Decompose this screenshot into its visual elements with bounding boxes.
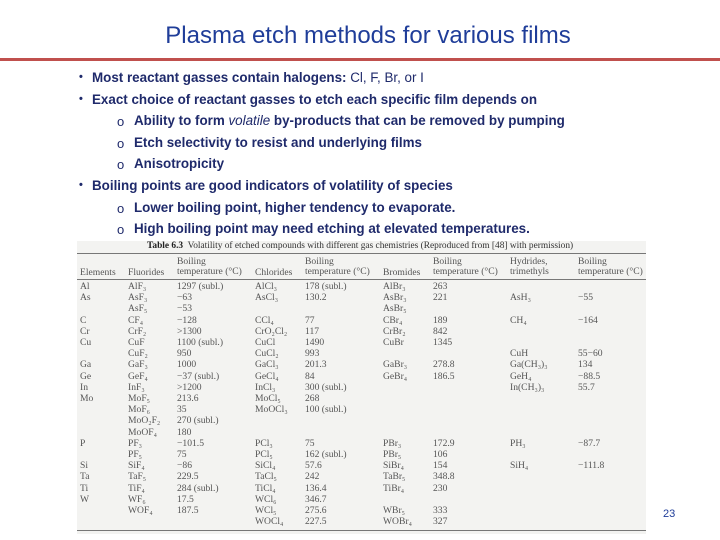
table-cell: CH₄ (510, 314, 527, 326)
table-cell: 227.5 (305, 516, 327, 528)
column-header (80, 268, 116, 278)
table-top-rule (77, 253, 646, 254)
sub-bullet-marker: o (117, 114, 125, 130)
table-cell: CrF₂ (128, 325, 147, 337)
table-cell: 55.7 (578, 381, 595, 393)
table-cell: TaCl₅ (255, 471, 277, 483)
table-cell: Ga (80, 359, 92, 371)
table-row (77, 326, 646, 337)
table-cell: 100 (subl.) (305, 404, 347, 416)
table-row (77, 315, 646, 326)
bullet-marker: • (79, 92, 83, 105)
table-cell: WOCl₄ (255, 516, 284, 528)
sub-bullet-text (134, 135, 422, 150)
table-cell: −55 (578, 292, 594, 304)
table-cell: WCl₅ (255, 505, 277, 516)
table-cell: 130.2 (305, 292, 327, 304)
table-cell: 180 (177, 426, 192, 438)
table-cell: −128 (177, 314, 197, 326)
table-cell: 993 (305, 348, 320, 360)
text-span: Anisotropicity (134, 156, 225, 172)
table-cell: 84 (305, 370, 315, 382)
bullet-marker: • (79, 179, 83, 191)
table-row (77, 505, 646, 516)
table-cell: CuF₂ (128, 348, 148, 360)
table-cell: Ga(CH₃)₃ (510, 359, 548, 371)
table-cell: CCl₄ (255, 314, 274, 326)
table-cell: TiBr₄ (383, 482, 405, 494)
text-span: Lower boiling point, higher tendency to evaporate. (134, 199, 456, 215)
table-cell: CuBr (383, 337, 404, 348)
table-cell: PBr₃ (383, 437, 402, 449)
table-row (77, 494, 646, 505)
table-cell: 75 (305, 437, 315, 449)
table-cell: 154 (433, 460, 448, 472)
table-cell: 162 (subl.) (305, 449, 347, 460)
table-cell: AsH₃ (510, 292, 531, 304)
sub-bullet-text (134, 200, 455, 215)
header-line: Elements (80, 267, 116, 278)
text-span: Most reactant gasses contain halogens: (92, 70, 351, 85)
table-cell: MoF₅ (128, 393, 151, 404)
table-cell: WOF₄ (128, 505, 153, 516)
table-caption-text: Volatility of etched compounds with different gas chemistries (Reproduced from [48] with permission) (187, 241, 574, 251)
table-cell: 1100 (subl.) (177, 337, 224, 348)
table-cell: GeCl₄ (255, 370, 279, 382)
header-line: Boiling (578, 256, 607, 267)
volatility-table-image (77, 241, 646, 534)
table-row (77, 393, 646, 404)
table-cell: 950 (177, 348, 192, 360)
text-span: High boiling point may need etching at elevated temperatures. (134, 221, 530, 237)
table-cell: >1300 (177, 325, 202, 337)
table-cell: 263 (433, 281, 448, 292)
table-row (77, 438, 646, 449)
header-line: temperature (°C) (578, 266, 643, 277)
table-cell: 300 (subl.) (305, 381, 347, 393)
table-cell: PH₃ (510, 437, 526, 449)
table-cell: CrO₂Cl₂ (255, 325, 288, 337)
table-cell: CrBr₂ (383, 325, 406, 337)
sub-bullet-marker: o (117, 222, 125, 238)
table-cell: CuCl₂ (255, 348, 279, 360)
bullet-text (92, 70, 424, 85)
table-cell: −87.7 (578, 437, 601, 449)
table-row (77, 359, 646, 370)
table-bottom-rule (77, 530, 646, 531)
table-cell: CuH (510, 348, 529, 360)
table-cell: InF₃ (128, 381, 145, 393)
column-header (128, 268, 164, 278)
title-divider (0, 58, 720, 61)
table-cell: −101.5 (177, 437, 204, 449)
table-cell: 842 (433, 325, 448, 337)
table-cell: Mo (80, 393, 94, 404)
table-cell: TaF₅ (128, 471, 147, 483)
table-cell: 35 (177, 404, 187, 416)
table-cell: AsF₃ (128, 292, 148, 304)
table-cell: Al (80, 281, 90, 292)
page-number: 23 (663, 508, 676, 520)
header-line: temperature (°C) (177, 266, 242, 277)
table-cell: Ge (80, 370, 92, 382)
text-span: Ability to form (134, 113, 229, 129)
table-row (77, 415, 646, 426)
table-cell: 270 (subl.) (177, 415, 219, 427)
table-cell: Cu (80, 337, 92, 348)
table-cell: CuF (128, 337, 145, 348)
table-cell: WOBr₄ (383, 516, 412, 528)
bullet-text (92, 92, 537, 107)
text-span: Boiling points are good indicators of volatility of species (92, 178, 453, 193)
column-header (383, 268, 420, 278)
table-cell: 327 (433, 516, 448, 528)
table-cell: 229.5 (177, 471, 199, 483)
table-cell: −88.5 (578, 370, 601, 382)
table-cell: AlF₃ (128, 281, 147, 292)
table-row (77, 471, 646, 482)
table-cell: 348.8 (433, 471, 455, 483)
table-cell: WBr₅ (383, 505, 405, 516)
table-cell: 242 (305, 471, 320, 483)
table-cell: C (80, 314, 87, 326)
bullet-marker: • (79, 71, 83, 83)
table-cell: CF₄ (128, 314, 144, 326)
table-cell: −37 (subl.) (177, 370, 220, 382)
table-cell: AlBr₃ (383, 281, 406, 292)
table-cell: PCl₃ (255, 437, 273, 449)
table-cell: 1297 (subl.) (177, 281, 224, 292)
table-cell: GaBr₃ (383, 359, 408, 371)
table-cell: MoO₂F₂ (128, 415, 161, 427)
table-cell: 201.3 (305, 359, 327, 371)
table-cell: >1200 (177, 381, 202, 393)
table-cell: SiH₄ (510, 460, 529, 472)
table-cell: 136.4 (305, 482, 327, 494)
table-cell: AsF₅ (128, 303, 148, 315)
header-line: Boiling (305, 256, 334, 267)
table-cell: AsBr₅ (383, 303, 407, 315)
table-cell: P (80, 437, 86, 449)
table-row (77, 281, 646, 292)
table-cell: InCl₃ (255, 381, 276, 393)
header-line: Bromides (383, 267, 421, 278)
table-row (77, 292, 646, 303)
table-cell: AlCl₃ (255, 281, 278, 292)
table-cell: PF₃ (128, 437, 143, 449)
table-row (77, 303, 646, 314)
table-cell: 213.6 (177, 393, 199, 404)
table-cell: 284 (subl.) (177, 482, 219, 494)
column-header (578, 257, 643, 277)
table-cell: PF₅ (128, 449, 143, 460)
table-cell: 230 (433, 482, 448, 494)
table-cell: −164 (578, 314, 598, 326)
header-line: Boiling (177, 256, 206, 267)
table-cell: GeBr₄ (383, 370, 408, 382)
sub-bullet-text (134, 113, 565, 128)
table-row (77, 516, 646, 527)
table-cell: Ti (80, 482, 89, 494)
sub-bullet-text (134, 221, 530, 236)
table-cell: WF₆ (128, 493, 146, 505)
table-cell: −111.8 (578, 460, 605, 472)
table-cell: −86 (177, 460, 193, 472)
table-row (77, 382, 646, 393)
sub-bullet-marker: o (117, 135, 125, 151)
column-header (255, 268, 292, 278)
text-span: by-products that can be removed by pumping (270, 113, 565, 129)
table-cell: MoOCl₃ (255, 404, 288, 416)
table-label: Table 6.3 (147, 241, 184, 251)
table-cell: 187.5 (177, 505, 199, 516)
table-cell: SiCl₄ (255, 460, 276, 472)
table-cell: 186.5 (433, 370, 455, 382)
header-line: temperature (°C) (305, 266, 370, 277)
table-cell: Si (80, 460, 89, 472)
header-line: Boiling (433, 256, 462, 267)
halogen-list: Cl, F, Br, or I (350, 70, 424, 85)
table-cell: 57.6 (305, 460, 322, 472)
text-span: Etch selectivity to resist and underlying films (134, 134, 422, 150)
header-line: temperature (°C) (433, 266, 498, 277)
sub-bullet-text (134, 156, 224, 171)
header-line: Chlorides (255, 267, 293, 278)
header-line: Fluorides (128, 267, 165, 278)
table-cell: AsCl₃ (255, 292, 279, 304)
table-cell: WCl₆ (255, 493, 277, 505)
table-cell: Ta (80, 471, 90, 483)
table-cell: −63 (177, 292, 193, 304)
table-cell: 106 (433, 449, 448, 460)
slide-title: Plasma etch methods for various films (165, 22, 571, 49)
column-header (510, 257, 549, 277)
table-cell: 55−60 (578, 348, 603, 360)
table-cell: 278.8 (433, 359, 455, 371)
table-cell: 178 (subl.) (305, 281, 347, 292)
table-cell: 1000 (177, 359, 197, 371)
table-cell: TiCl₄ (255, 482, 276, 494)
table-cell: SiBr₄ (383, 460, 404, 472)
table-cell: 77 (305, 314, 315, 326)
table-cell: PCl₅ (255, 449, 273, 460)
table-cell: GeH₄ (510, 370, 532, 382)
table-cell: 17.5 (177, 493, 194, 505)
table-cell: 221 (433, 292, 448, 304)
table-cell: 1345 (433, 337, 453, 348)
table-row (77, 427, 646, 438)
table-row (77, 337, 646, 348)
table-cell: 333 (433, 505, 448, 516)
table-cell: GaCl₃ (255, 359, 279, 371)
table-cell: PBr₅ (383, 449, 402, 460)
table-cell: MoOF₄ (128, 426, 157, 438)
table-cell: 75 (177, 449, 187, 460)
table-cell: 117 (305, 325, 320, 337)
header-line: trimethyls (510, 266, 549, 277)
table-row (77, 449, 646, 460)
table-cell: GeF₄ (128, 370, 148, 382)
table-cell: As (80, 292, 91, 304)
bullet-text (92, 178, 453, 193)
table-row (77, 371, 646, 382)
table-cell: 172.9 (433, 437, 455, 449)
table-header-rule (77, 279, 646, 280)
table-cell: Cr (80, 325, 90, 337)
table-cell: W (80, 493, 90, 505)
table-row (77, 404, 646, 415)
table-cell: 189 (433, 314, 448, 326)
table-cell: 275.6 (305, 505, 327, 516)
sub-bullet-marker: o (117, 157, 125, 173)
table-cell: −53 (177, 303, 193, 315)
table-caption (147, 241, 573, 251)
table-cell: CuCl (255, 337, 276, 348)
sub-bullet-marker: o (117, 200, 125, 216)
table-cell: CBr₄ (383, 314, 403, 326)
table-cell: TiF₄ (128, 482, 145, 494)
column-header (305, 257, 370, 277)
table-row (77, 483, 646, 494)
table-cell: 346.7 (305, 493, 327, 505)
table-row (77, 460, 646, 471)
text-span: Exact choice of reactant gasses to etch each specific film depends on (92, 91, 538, 107)
column-header (177, 257, 242, 277)
table-cell: 134 (578, 359, 593, 371)
table-cell: MoF₆ (128, 404, 151, 416)
table-cell: In (80, 381, 88, 393)
table-cell: AsBr₃ (383, 292, 407, 304)
table-row (77, 348, 646, 359)
table-cell: MoCl₅ (255, 393, 281, 404)
column-header (433, 257, 498, 277)
table-cell: SiF₄ (128, 460, 145, 472)
table-cell: In(CH₃)₃ (510, 381, 545, 393)
table-cell: 1490 (305, 337, 325, 348)
table-cell: GaF₃ (128, 359, 148, 371)
table-cell: TaBr₅ (383, 471, 406, 483)
italic-text: volatile (228, 113, 271, 129)
table-cell: 268 (305, 393, 320, 404)
header-line: Hydrides, (510, 256, 548, 267)
